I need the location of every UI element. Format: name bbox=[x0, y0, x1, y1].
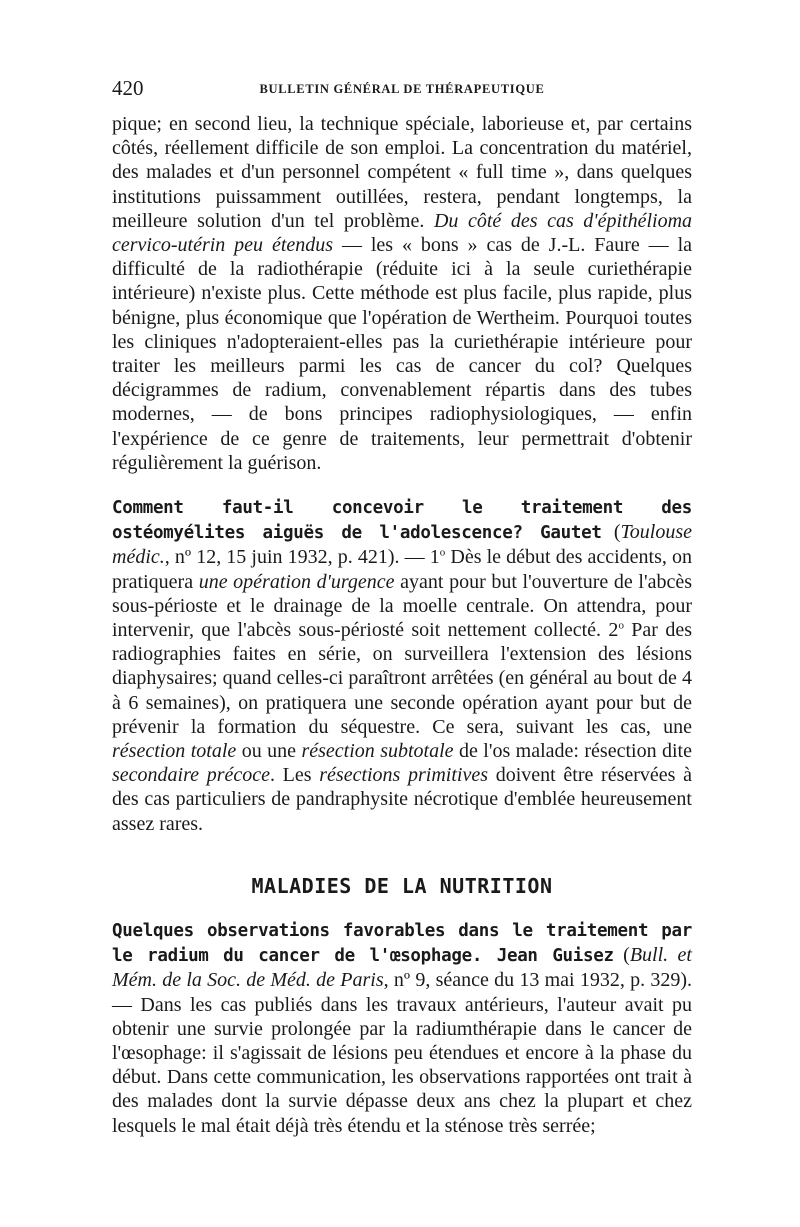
italic-text: Du côté des cas d'épithélioma cervico-utérin peu étendus bbox=[112, 209, 693, 257]
abstract-title: Quelques observations favorables dans le traitement par le radium du cancer de l'œsophage. Jean Guisez bbox=[112, 920, 692, 967]
text-run: de l'os malade: résection dite bbox=[453, 740, 692, 763]
intro-paragraph bbox=[112, 112, 692, 475]
text-run: pique; en second lieu, la technique spéciale, laborieuse et, par certains côtés, réellement difficile de son emploi. La concentration du matériel, des malades et d'un personnel compétent « full time », dans quelques institutions puissamment outillées, restera, pendant longtemps, la meilleure solution d'un tel problème. bbox=[112, 113, 692, 232]
journal-reference: Toulouse médic. bbox=[112, 521, 692, 569]
section-title: MALADIES DE LA NUTRITION bbox=[251, 873, 553, 898]
text-run: , nº 9, séance du 13 mai 1932, p. 329). — Dans les cas publiés dans les travaux antérieurs, l'auteur avait pu obtenir une survie prolongée par la radiumthérapie dans le cancer de l'œsophage: il s'agissait de lésions peu étendues et encore à la phase du début. Dans cette communication, les observations rapportées ont trait à des malades dont la survie dépasse deux ans chez la plupart et chez lesquels le mal était déjà très étendu et la sténose très serrée; bbox=[112, 969, 692, 1137]
italic-text: résection subtotale bbox=[301, 740, 454, 763]
ordinal-mark: o bbox=[618, 619, 624, 632]
journal-reference: Bull. et Mém. de la Soc. de Méd. de Paris bbox=[112, 944, 692, 992]
text-run: , nº 12, 15 juin 1932, p. 421). — 1 bbox=[164, 546, 440, 569]
journal-title: BULLETIN GÉNÉRAL DE THÉRAPEUTIQUE bbox=[259, 82, 545, 96]
italic-text: une opération d'urgence bbox=[198, 570, 395, 593]
text-run: doivent être réservées à des cas particuliers de pandraphysite nécrotique d'emblée heureusement assez rares. bbox=[112, 764, 692, 835]
italic-text: résections primitives bbox=[319, 764, 489, 787]
text-run: ou une bbox=[236, 740, 302, 763]
text-run: Dès le début des accidents, on pratiquera bbox=[112, 546, 692, 593]
ordinal-mark: o bbox=[439, 546, 446, 559]
page-number: 420 bbox=[112, 76, 144, 100]
text-run: ayant pour but l'ouverture de l'abcès sous-périoste et le drainage de la moelle centrale. On attendra, pour intervenir, que l'abcès sous-périosté soit nettement collecté. 2 bbox=[112, 570, 692, 642]
osteomyelitis-abstract bbox=[112, 495, 692, 836]
text-run: ( bbox=[613, 944, 630, 967]
text-run: ( bbox=[601, 521, 621, 544]
italic-text: secondaire précoce bbox=[112, 764, 270, 787]
text-run: . Les bbox=[270, 764, 320, 787]
running-head bbox=[112, 76, 692, 106]
abstract-title: Comment faut-il concevoir le traitement des ostéomyélites aiguës de l'adolescence? Gautet bbox=[112, 498, 692, 544]
oesophagus-abstract bbox=[112, 918, 692, 1138]
text-run: Par des radiographies faites en série, on surveillera l'extension des lésions diaphysaires; quand celles-ci paraîtront arrêtées (en général au bout de 4 à 6 semaines), on pratiquera une seconde opération ayant pour but de prévenir la formation du séquestre. Ce sera, suivant les cas, une bbox=[112, 619, 692, 738]
text-run: — les « bons » cas de J.-L. Faure — la difficulté de la radiothérapie (réduite ici à la seule curiethérapie intérieure) n'existe plus. Cette méthode est plus facile, plus rapide, plus bénigne, plus économique que l'opération de Wertheim. Pourquoi toutes les cliniques n'adopteraient-elles pas la curiethérapie intérieure pour traiter les meilleurs parmi les cas de cancer du col? Quelques décigrammes de radium, convenablement répartis dans des tubes modernes, — de bons principes radiophysiologiques, — enfin l'expérience de ce genre de traitements, leur permettrait d'obtenir régulièrement la guérison. bbox=[112, 234, 692, 474]
italic-text: résection totale bbox=[112, 740, 237, 763]
